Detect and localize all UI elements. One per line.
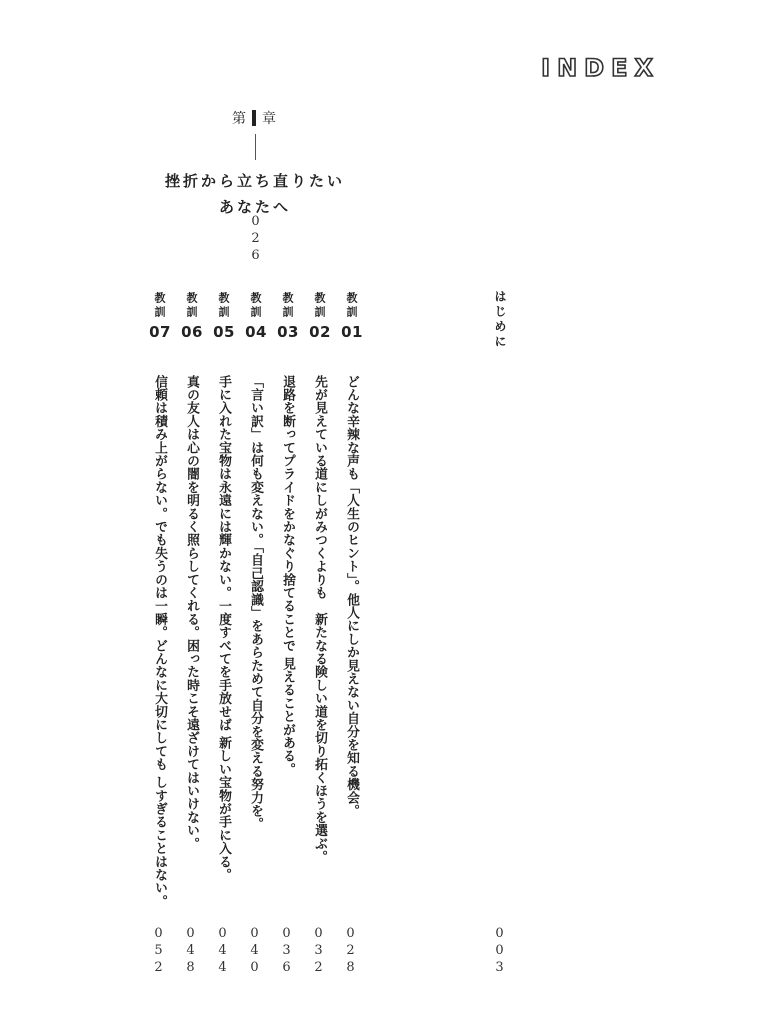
intro-page-number: 003 [492,926,507,977]
chapter-number-bar [252,110,256,126]
lesson-text[interactable]: 手に入れた宝物は永遠には輝かない。一度すべてを手放せば 新しい宝物が手に入る。 [216,375,231,882]
lesson-page-number: 028 [343,926,358,977]
chapter-prefix: 第 [232,111,248,127]
lesson-number[interactable]: 05 [213,323,235,341]
lesson-label: 教訓 [217,292,230,320]
lesson-label: 教訓 [313,292,326,320]
lesson-number[interactable]: 06 [181,323,203,341]
intro-label[interactable]: はじめに [493,290,507,350]
lesson-text[interactable]: 先が見えている道にしがみつくよりも 新たなる険しい道を切り拓くほうを選ぶ。 [312,375,327,864]
lesson-number[interactable]: 04 [245,323,267,341]
lesson-number[interactable]: 02 [309,323,331,341]
lesson-text[interactable]: 退路を断ってプライドをかなぐり捨てることで 見えることがある。 [280,375,295,776]
lesson-page-number: 036 [279,926,294,977]
chapter-page-number: 026 [248,214,263,265]
lesson-page-number: 040 [247,926,262,977]
lesson-number[interactable]: 03 [277,323,299,341]
chapter-label [155,108,355,128]
lesson-page-number: 052 [151,926,166,977]
lesson-page-number: 032 [311,926,326,977]
lesson-text[interactable]: 信頼は積み上がらない。でも失うのは一瞬。どんなに大切にしても しすぎることはない。 [152,375,167,908]
lesson-label: 教訓 [281,292,294,320]
lesson-text[interactable]: 「言い訳」は何も変えない。「自己認識」をあらためて自分を変える努力を。 [248,375,263,831]
chapter-title-line1: 挫折から立ち直りたい [164,172,345,190]
lesson-number[interactable]: 07 [149,323,171,341]
lesson-number[interactable]: 01 [341,323,363,341]
lesson-label: 教訓 [345,292,358,320]
chapter-heading[interactable] [155,108,355,220]
lesson-label: 教訓 [249,292,262,320]
lesson-page-number: 044 [215,926,230,977]
lesson-label: 教訓 [153,292,166,320]
lesson-label: 教訓 [185,292,198,320]
chapter-suffix: 章 [262,111,278,127]
lesson-text[interactable]: どんな辛辣な声も「人生のヒント」。他人にしか見えない自分を知る機会。 [344,375,359,818]
index-title: INDEX [541,54,660,82]
chapter-title [155,168,355,220]
lesson-page-number: 048 [183,926,198,977]
chapter-divider [255,134,256,160]
lesson-text[interactable]: 真の友人は心の闇を明るく照らしてくれる。困った時こそ遠ざけてはいけない。 [184,375,199,851]
chapter-title-line2: あなたへ [218,198,291,216]
